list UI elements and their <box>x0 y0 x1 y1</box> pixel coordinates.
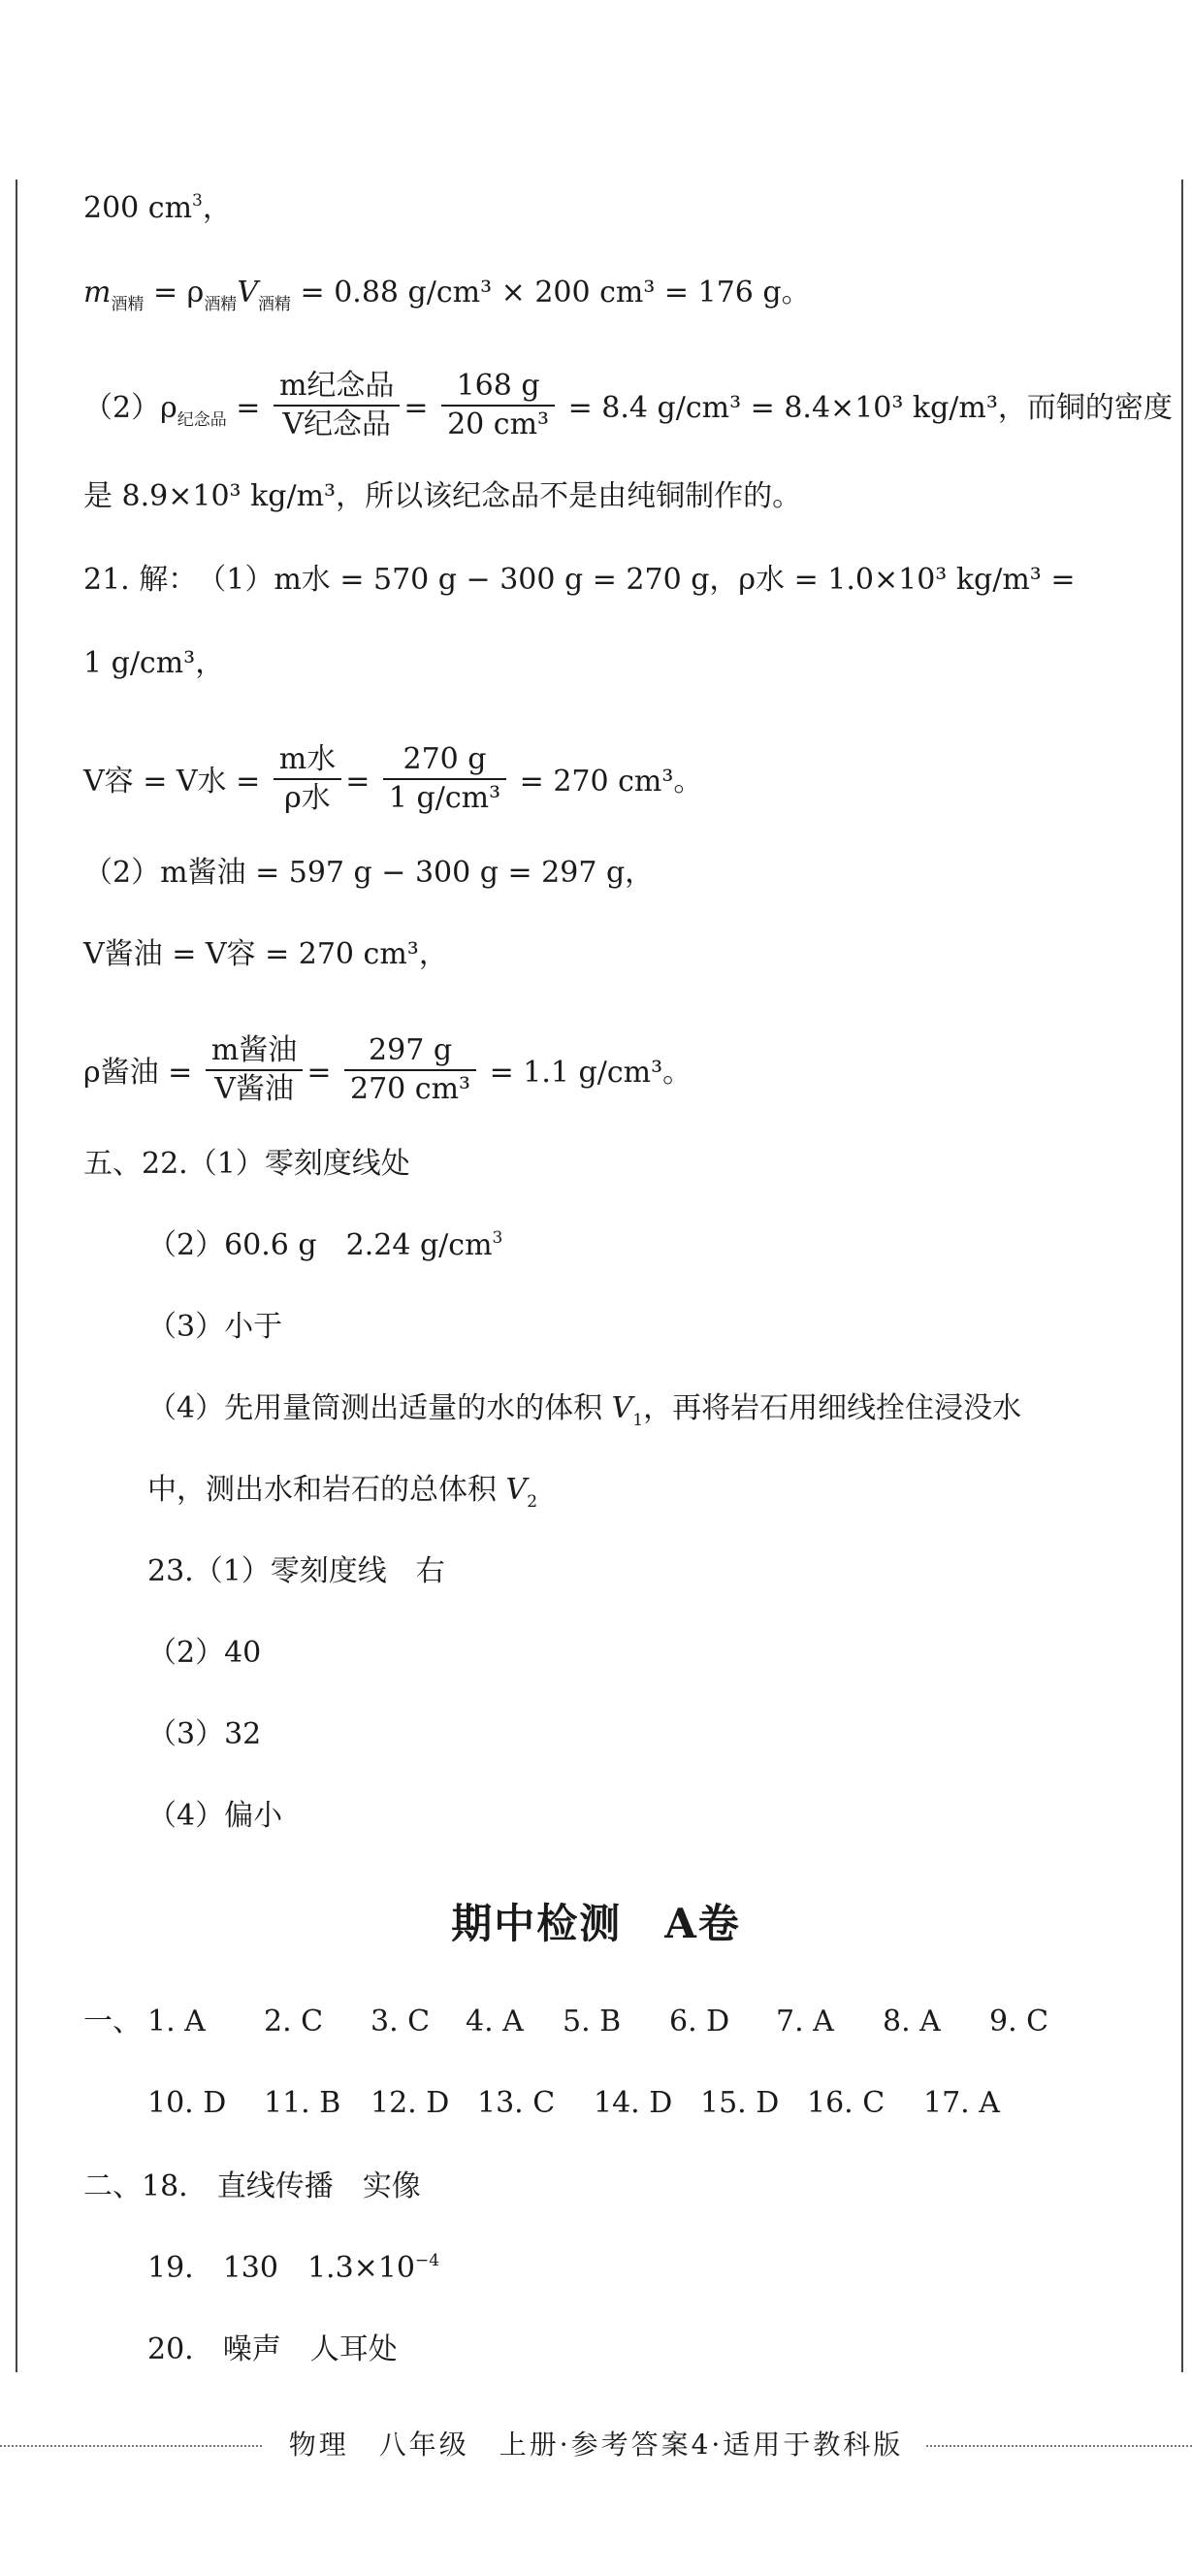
line-copper-conclusion: 是 8.9×10³ kg/m³，所以该纪念品不是由纯铜制作的。 <box>83 479 802 513</box>
line-volume-200: 200 $cm^3$， <box>83 191 232 225</box>
sec1-answer-9: 9. C <box>989 2005 1049 2038</box>
line-container-volume: V容 = V水 = $\frac{\text{m水}}{\text{ρ水}}$ = $\frac{270 g}{\text{1 g/cm³}}$ = 270 cm³。 <box>83 742 703 815</box>
fraction-297-270: $\frac{297 g}{\text{270 cm³}}$ <box>344 1034 476 1106</box>
q22-part3: （3）小于 <box>147 1310 283 1344</box>
q23-part1: 23.（1）零刻度线 右 <box>147 1554 445 1588</box>
sec1-answer-4: 4. A <box>466 2005 524 2038</box>
q23-part4: （4）偏小 <box>147 1799 283 1833</box>
section-title: 期中检测 A卷 <box>451 1900 741 1947</box>
sec1-answer-15: 15. D <box>700 2086 780 2120</box>
sec1-answer-6: 6. D <box>669 2005 730 2038</box>
fraction-soy-mass-volume: $\frac{\text{m酱油}}{\text{V酱油}}$ <box>206 1034 303 1106</box>
sec1-answer-14: 14. D <box>594 2086 673 2120</box>
q19-row: 19. 130 $1.3\times 10^{-4}$ <box>147 2251 440 2285</box>
fraction-mass-density: $\frac{\text{m水}}{\text{ρ水}}$ <box>274 743 341 815</box>
sec1-label: 一、 <box>83 2005 142 2038</box>
q22-part2: （2）60.6 g 2.24 $g/cm^3$ <box>147 1228 503 1262</box>
sec1-answer-5: 5. B <box>563 2005 622 2038</box>
sec1-answer-10: 10. D <box>147 2086 227 2120</box>
q20-row: 20. 噪声 人耳处 <box>147 2332 398 2366</box>
sec1-answer-1: 1. A <box>147 2005 206 2038</box>
q23-part3: （3）32 <box>147 1717 262 1751</box>
sec1-answer-16: 16. C <box>807 2086 886 2120</box>
sec1-answer-7: 7. A <box>776 2005 834 2038</box>
line-soy-density: ρ酱油 = $\frac{\text{m酱油}}{\text{V酱油}}$ = $\frac{297 g}{\text{270 cm³}}$ = 1.1 g/cm³。 <box>83 1033 693 1106</box>
line-souvenir-density: $(2)\rho_{纪念品}$ = $\frac{\text{m纪念品}}{\text{V纪念品}}$ = $\frac{168 g}{\text{20 cm³}}$ = 8.4 g/cm³ = 8.4×10³ kg/m³，而铜的密度 <box>83 369 1173 441</box>
sec1-answer-17: 17. A <box>923 2086 1000 2120</box>
fraction-270-1: $\frac{270 g}{\text{1 g/cm³}}$ <box>383 743 506 815</box>
q22-part1: 五、22.（1）零刻度线处 <box>83 1147 410 1181</box>
page-footer: 物理 八年级 上册·参考答案4·适用于教科版 <box>0 2428 1192 2462</box>
line-soy-volume: V酱油 = V容 = 270 cm³， <box>83 937 448 971</box>
fraction-mass-volume: $\frac{\text{m纪念品}}{\text{V纪念品}}$ <box>274 370 400 441</box>
sec1-answer-3: 3. C <box>370 2005 431 2038</box>
sec1-answer-2: 2. C <box>264 2005 324 2038</box>
line-alcohol-mass: $m_{酒精} = \rho_{酒精}V_{酒精} = 0.88$ g/cm³ × 200 cm³ = 176 g。 <box>83 276 811 314</box>
q18-row: 二、18. 直线传播 实像 <box>83 2169 421 2203</box>
q23-part2: （2）40 <box>147 1636 262 1670</box>
sec1-answer-8: 8. A <box>883 2005 941 2038</box>
line-water-density: 1 g/cm³， <box>83 646 225 680</box>
sec1-answer-11: 11. B <box>264 2086 341 2120</box>
line-q21-water-mass: 21. 解： （1）m水 = 570 g − 300 g = 270 g，ρ水 = 1.0×10³ kg/m³ = <box>83 563 1076 597</box>
q22-part4: （4）先用量筒测出适量的水的体积 $V_1$，再将岩石用细线拴住浸没水 <box>147 1391 1022 1430</box>
line-soy-mass: （2）m酱油 = 597 g − 300 g = 297 g， <box>83 856 655 890</box>
sec1-answer-12: 12. D <box>370 2086 450 2120</box>
left-margin-rule <box>16 179 17 2372</box>
sec1-answer-13: 13. C <box>477 2086 556 2120</box>
q22-part4-continued: 中，测出水和岩石的总体积 $V_2$ <box>147 1473 538 1512</box>
fraction-168-20: $\frac{168 g}{\text{20 cm³}}$ <box>441 370 555 441</box>
right-margin-rule <box>1181 179 1183 2372</box>
